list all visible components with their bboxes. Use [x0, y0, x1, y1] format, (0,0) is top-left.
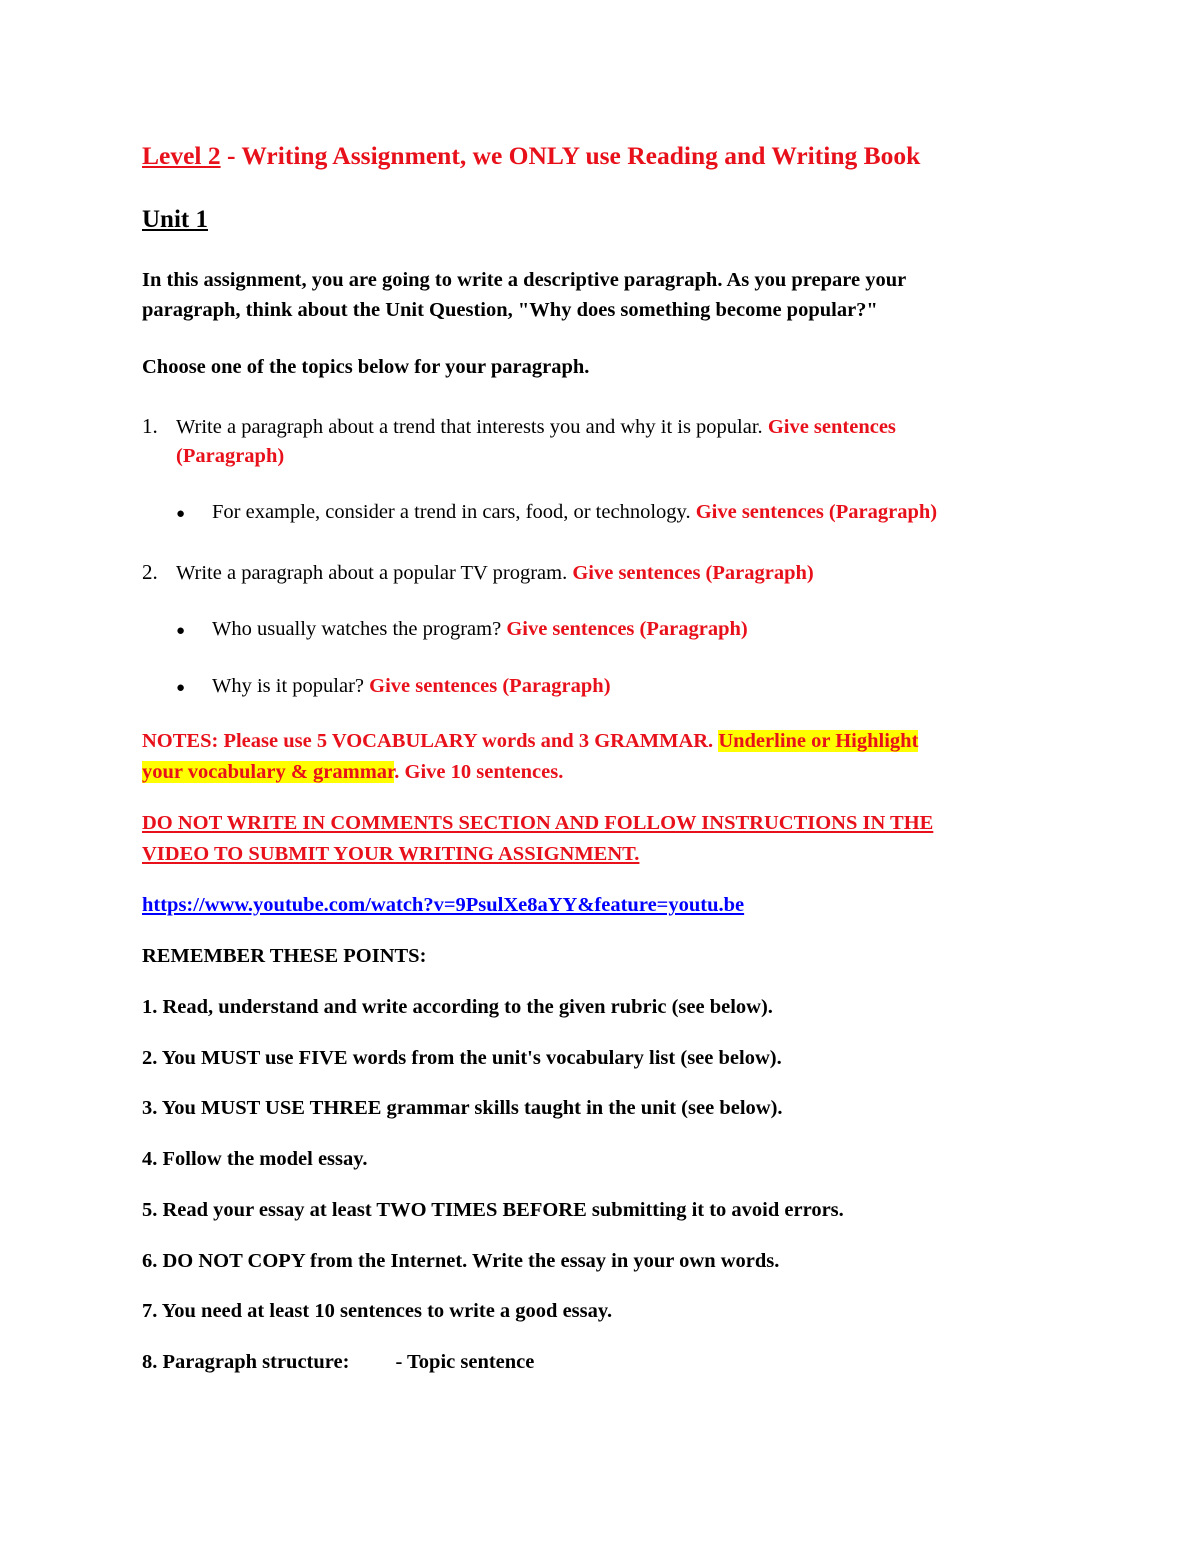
point-8 — [142, 1351, 534, 1374]
point-4: 4. Follow the model essay. — [142, 1148, 368, 1170]
topic-1-tag: Give sentences — [767, 416, 896, 438]
notes-line-2 — [142, 761, 563, 784]
topic-2-bullet-2 — [176, 675, 611, 698]
point-1: 1. Read, understand and write according to the given rubric (see below). — [142, 996, 773, 1018]
unit-heading: Unit 1 — [142, 206, 208, 233]
notes-line-1 — [142, 730, 918, 753]
bullet-text: Why is it popular? — [212, 675, 365, 697]
topic-1-bullet-1 — [176, 501, 937, 524]
bullet-tag: Give sentences (Paragraph) — [369, 675, 611, 697]
notes-text-2: . Give 10 sentences. — [394, 761, 564, 783]
topic-1-tag-continued: (Paragraph) — [176, 445, 285, 467]
topic-2-number: 2. — [142, 560, 158, 584]
remember-heading: REMEMBER THESE POINTS: — [142, 945, 427, 967]
point-5: 5. Read your essay at least TWO TIMES BEFORE submitting it to avoid errors. — [142, 1199, 844, 1221]
bullet-icon: ● — [176, 506, 186, 522]
bullet-tag: Give sentences (Paragraph) — [695, 501, 938, 523]
point-8-label: 8. Paragraph structure: — [142, 1351, 350, 1373]
title-level: Level 2 — [142, 141, 221, 170]
warning-line-2: VIDEO TO SUBMIT YOUR WRITING ASSIGNMENT. — [142, 843, 640, 865]
bullet-icon: ● — [176, 680, 186, 696]
topic-1-text: Write a paragraph about a trend that interests you and why it is popular. — [176, 416, 763, 438]
notes-highlight-2: your vocabulary & grammar — [142, 761, 395, 783]
notes-text: NOTES: Please use 5 VOCABULARY words and 3 GRAMMAR. — [142, 730, 714, 752]
intro-line-2: paragraph, think about the Unit Question, "Why does something become popular?" — [142, 299, 878, 321]
point-3: 3. You MUST USE THREE grammar skills taught in the unit (see below). — [142, 1097, 783, 1119]
bullet-text: For example, consider a trend in cars, food, or technology. — [212, 501, 691, 523]
warning-line-1: DO NOT WRITE IN COMMENTS SECTION AND FOLLOW INSTRUCTIONS IN THE — [142, 812, 934, 834]
topic-2 — [142, 560, 814, 585]
topic-1 — [142, 414, 896, 439]
document-title — [142, 141, 920, 171]
topic-2-text: Write a paragraph about a popular TV program. — [176, 562, 568, 584]
youtube-link[interactable]: https://www.youtube.com/watch?v=9PsulXe8aYY&feature=youtu.be — [142, 894, 745, 916]
point-6: 6. DO NOT COPY from the Internet. Write the essay in your own words. — [142, 1250, 780, 1272]
topic-2-bullet-1 — [176, 618, 748, 641]
point-2: 2. You MUST use FIVE words from the unit's vocabulary list (see below). — [142, 1047, 782, 1069]
topic-1-number: 1. — [142, 414, 158, 438]
intro-line-1: In this assignment, you are going to write a descriptive paragraph. As you prepare your — [142, 269, 907, 291]
topic-2-tag: Give sentences (Paragraph) — [572, 562, 814, 584]
bullet-text: Who usually watches the program? — [212, 618, 502, 640]
point-8-item: - Topic sentence — [395, 1351, 535, 1373]
bullet-icon: ● — [176, 623, 186, 639]
title-rest: - Writing Assignment, we ONLY use Reading and Writing Book — [220, 141, 921, 170]
notes-highlight-1: Underline or Highlight — [718, 730, 919, 752]
choose-instruction: Choose one of the topics below for your paragraph. — [142, 356, 590, 378]
point-7: 7. You need at least 10 sentences to write a good essay. — [142, 1300, 613, 1322]
bullet-tag: Give sentences (Paragraph) — [506, 618, 748, 640]
